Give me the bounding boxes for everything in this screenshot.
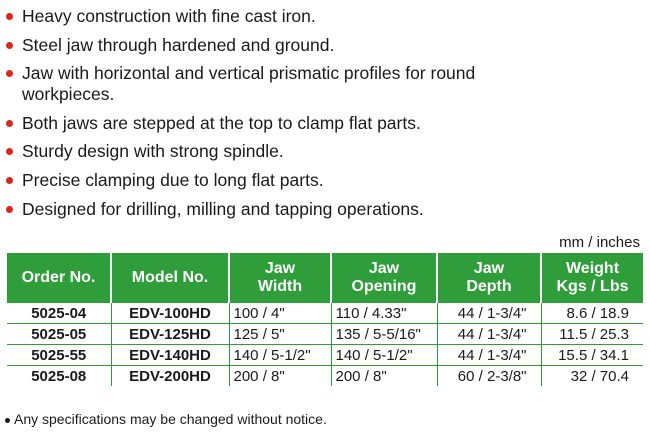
table-row <box>7 366 643 387</box>
jaw-depth-cell: 60 / 2-3/8" <box>437 366 541 387</box>
jaw-opening-cell: 200 / 8" <box>331 366 437 387</box>
header-jaw-opening: Jaw Opening <box>331 253 437 303</box>
spec-table <box>7 253 643 386</box>
order-no-cell: 5025-04 <box>7 303 111 324</box>
bullet-icon <box>6 70 13 77</box>
feature-item <box>4 63 542 105</box>
header-order-no: Order No. <box>7 253 111 303</box>
feature-item <box>4 35 644 56</box>
weight-cell: 11.5 / 25.3 <box>541 324 643 345</box>
weight-cell: 8.6 / 18.9 <box>541 303 643 324</box>
header-jaw-width: Jaw Width <box>229 253 331 303</box>
jaw-width-cell: 100 / 4" <box>229 303 331 324</box>
header-weight: Weight Kgs / Lbs <box>541 253 643 303</box>
feature-item <box>4 170 644 191</box>
feature-text: Steel jaw through hardened and ground. <box>22 34 335 55</box>
bullet-icon <box>6 177 13 184</box>
feature-item <box>4 6 644 27</box>
weight-cell: 15.5 / 34.1 <box>541 345 643 366</box>
table-row <box>7 324 643 345</box>
feature-item <box>4 141 644 162</box>
feature-text: Heavy construction with fine cast iron. <box>22 6 316 26</box>
bullet-icon <box>6 42 13 49</box>
model-no-cell: EDV-100HD <box>111 303 229 324</box>
feature-text: Designed for drilling, milling and tapping operations. <box>22 198 424 219</box>
feature-text: Sturdy design with strong spindle. <box>22 141 284 162</box>
note-text: Any specifications may be changed without notice. <box>14 411 327 427</box>
table-row <box>7 303 643 324</box>
units-label: mm / inches <box>559 234 640 251</box>
model-no-cell: EDV-200HD <box>111 366 229 387</box>
feature-list <box>4 6 644 227</box>
order-no-cell: 5025-08 <box>7 366 111 387</box>
bullet-icon <box>6 148 13 155</box>
order-no-cell: 5025-05 <box>7 324 111 345</box>
header-model-no: Model No. <box>111 253 229 303</box>
feature-text: Both jaws are stepped at the top to clamp flat parts. <box>22 112 421 133</box>
jaw-depth-cell: 44 / 1-3/4" <box>437 324 541 345</box>
specification-note <box>5 411 327 427</box>
header-row <box>7 253 643 303</box>
jaw-depth-cell: 44 / 1-3/4" <box>437 345 541 366</box>
jaw-depth-cell: 44 / 1-3/4" <box>437 303 541 324</box>
feature-text: Jaw with horizontal and vertical prismatic profiles for round workpieces. <box>22 63 476 105</box>
jaw-width-cell: 125 / 5" <box>229 324 331 345</box>
header-jaw-depth: Jaw Depth <box>437 253 541 303</box>
weight-cell: 32 / 70.4 <box>570 367 629 385</box>
table-row <box>7 345 643 366</box>
jaw-width-cell: 200 / 8" <box>229 366 331 387</box>
bullet-icon <box>6 13 13 20</box>
jaw-opening-cell: 140 / 5-1/2" <box>331 345 437 366</box>
model-no-cell: EDV-125HD <box>111 324 229 345</box>
model-no-cell: EDV-140HD <box>111 345 229 366</box>
jaw-opening-cell: 110 / 4.33" <box>331 303 437 324</box>
feature-item <box>4 199 644 220</box>
jaw-width-cell: 140 / 5-1/2" <box>229 345 331 366</box>
bullet-icon <box>5 418 10 423</box>
jaw-opening-cell: 135 / 5-5/16" <box>331 324 437 345</box>
feature-text: Precise clamping due to long flat parts. <box>22 169 324 190</box>
feature-item <box>4 113 644 134</box>
order-no-cell: 5025-55 <box>7 345 111 366</box>
bullet-icon <box>6 120 13 127</box>
bullet-icon <box>6 206 13 213</box>
